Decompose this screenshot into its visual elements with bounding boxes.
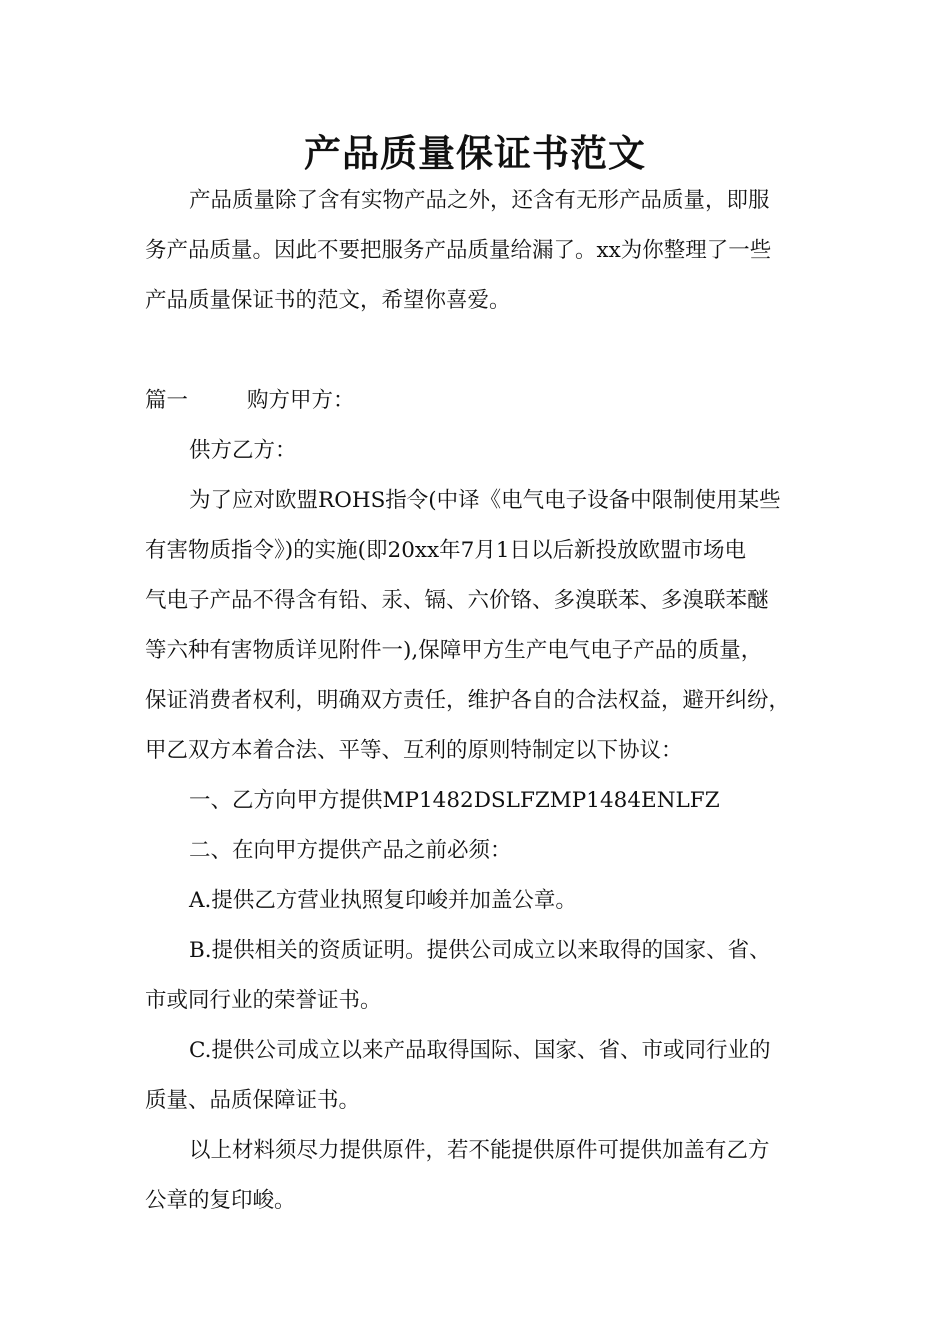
item-b-line: 市或同行业的荣誉证书。 [145, 988, 382, 1013]
intro-line: 产品质量保证书的范文，希望你喜爱。 [145, 288, 511, 313]
item-a: A.提供乙方营业执照复印峻并加盖公章。 [189, 888, 577, 913]
purpose-line: 有害物质指令》)的实施(即20xx年7月1日以后新投放欧盟市场电 [145, 538, 746, 563]
purpose-line: 为了应对欧盟ROHS指令(中译《电气电子设备中限制使用某些 [189, 488, 781, 513]
item-b-line: B.提供相关的资质证明。提供公司成立以来取得的国家、省、 [189, 938, 771, 963]
section-heading [145, 386, 355, 416]
party-a-label: 购方甲方： [247, 388, 355, 413]
party-b-label: 供方乙方： [189, 438, 297, 463]
clause-2: 二、在向甲方提供产品之前必须： [189, 838, 512, 863]
item-c-line: 质量、品质保障证书。 [145, 1088, 361, 1113]
purpose-line: 甲乙双方本着合法、平等、互利的原则特制定以下协议： [145, 738, 683, 763]
section-label: 篇一 [145, 388, 189, 413]
purpose-line: 保证消费者权利，明确双方责任，维护各自的合法权益，避开纠纷， [145, 688, 791, 713]
closing-line: 公章的复印峻。 [145, 1188, 296, 1213]
purpose-line: 气电子产品不得含有铅、汞、镉、六价铬、多溴联苯、多溴联苯醚 [145, 588, 769, 613]
document-title: 产品质量保证书范文 [304, 131, 646, 175]
item-c-line: C.提供公司成立以来产品取得国际、国家、省、市或同行业的 [189, 1038, 771, 1063]
intro-line: 产品质量除了含有实物产品之外，还含有无形产品质量，即服 [189, 188, 770, 213]
purpose-line: 等六种有害物质详见附件一),保障甲方生产电气电子产品的质量， [145, 638, 763, 663]
intro-line: 务产品质量。因此不要把服务产品质量给漏了。xx为你整理了一些 [145, 238, 772, 263]
closing-line: 以上材料须尽力提供原件，若不能提供原件可提供加盖有乙方 [189, 1138, 770, 1163]
clause-1: 一、乙方向甲方提供MP1482DSLFZMP1484ENLFZ [189, 788, 720, 813]
